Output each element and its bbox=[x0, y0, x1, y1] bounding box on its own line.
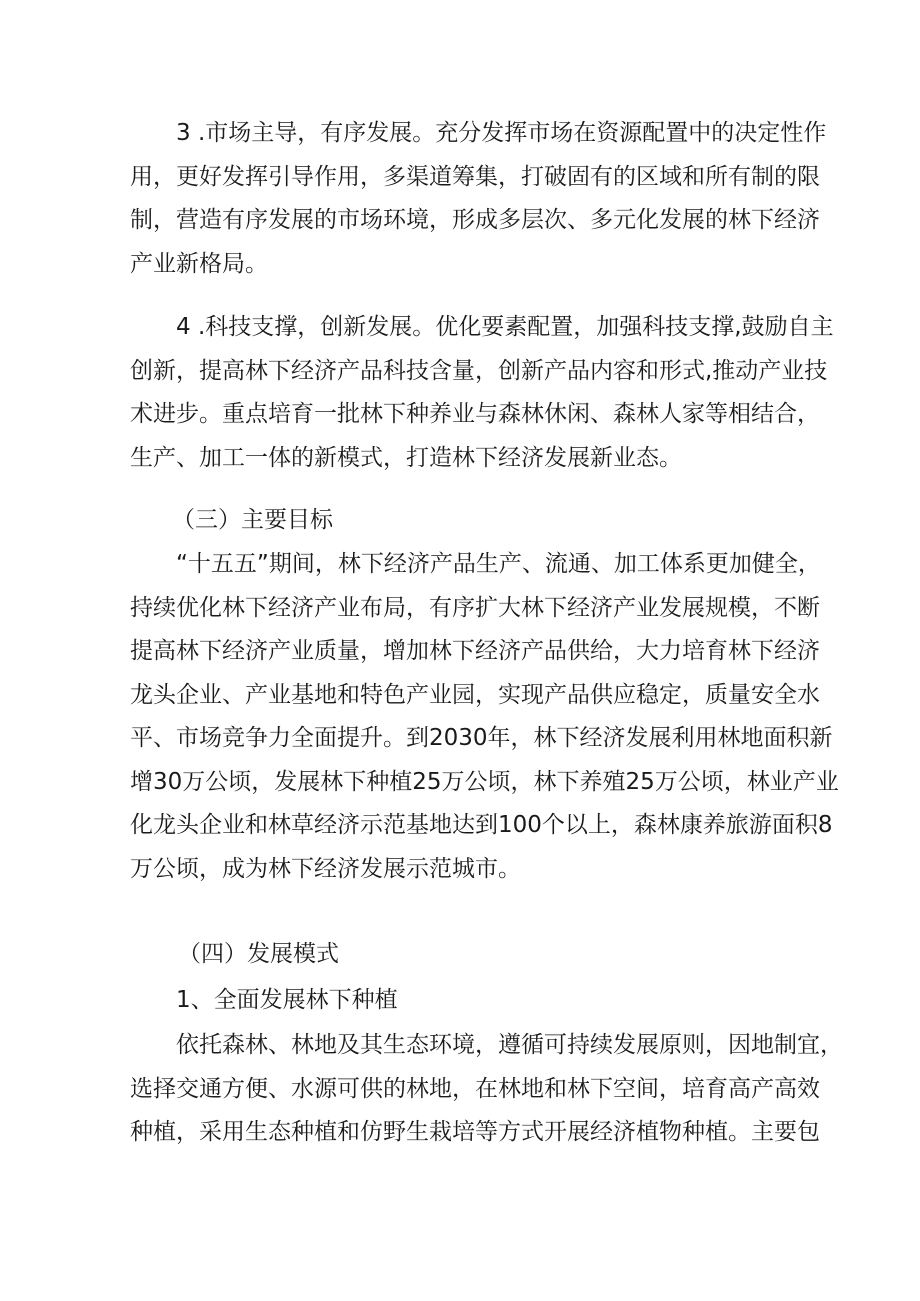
text-line: 万公顷，成为林下经济发展示范城市。 bbox=[130, 855, 521, 882]
text-line: 依托森林、林地及其生态环境，遵循可持续发展原则，因地制宜， bbox=[176, 1032, 843, 1058]
text-line: 选择交通方便、水源可供的林地，在林地和林下空间，培育高产高效 bbox=[130, 1075, 820, 1102]
paragraph-forest-planting bbox=[130, 1024, 843, 1155]
text-line: 平、市场竞争力全面提升。到2030年，林下经济发展利用林地面积新 bbox=[130, 725, 833, 751]
text-line: 用，更好发挥引导作用，多渠道筹集，打破固有的区域和所有制的限 bbox=[130, 163, 820, 190]
text-line: 生产、加工一体的新模式，打造林下经济发展新业态。 bbox=[130, 444, 682, 471]
text-line: 3 .市场主导，有序发展。充分发挥市场在资源配置中的决定性作 bbox=[176, 120, 827, 146]
text-line: 种植，采用生态种植和仿野生栽培等方式开展经济植物种植。主要包 bbox=[130, 1119, 820, 1145]
text-line: 化龙头企业和林草经济示范基地达到100个以上，森林康养旅游面积8 bbox=[130, 812, 833, 838]
text-line: 创新，提高林下经济产品科技含量，创新产品内容和形式,推动产业技 bbox=[130, 357, 828, 384]
section-heading-development-model: （四）发展模式 bbox=[178, 941, 339, 967]
subheading-forest-planting: 1、全面发展林下种植 bbox=[176, 987, 398, 1013]
text-line: 产业新格局。 bbox=[130, 250, 268, 277]
text-line: 制，营造有序发展的市场环境，形成多层次、多元化发展的林下经济 bbox=[130, 207, 820, 233]
paragraph-market-led bbox=[130, 112, 827, 286]
text-line: 增30万公顷，发展林下种植25万公顷，林下养殖25万公顷，林业产业 bbox=[130, 768, 839, 795]
text-line: 龙头企业、产业基地和特色产业园，实现产品供应稳定，质量安全水 bbox=[130, 681, 820, 708]
text-line: 术进步。重点培育一批林下种养业与森林休闲、森林人家等相结合， bbox=[130, 401, 820, 427]
text-line: 持续优化林下经济产业布局，有序扩大林下经济产业发展规模，不断 bbox=[130, 594, 820, 621]
paragraph-main-goals bbox=[130, 543, 839, 891]
text-line: 提高林下经济产业质量，增加林下经济产品供给，大力培育林下经济 bbox=[130, 638, 820, 664]
text-line: 4 .科技支撑，创新发展。优化要素配置，加强科技支撑,鼓励自主 bbox=[176, 314, 834, 340]
text-line: “十五五”期间，林下经济产品生产、流通、加工体系更加健全， bbox=[176, 551, 821, 577]
paragraph-tech-support bbox=[130, 306, 834, 480]
section-heading-main-goals: （三）主要目标 bbox=[172, 507, 333, 533]
